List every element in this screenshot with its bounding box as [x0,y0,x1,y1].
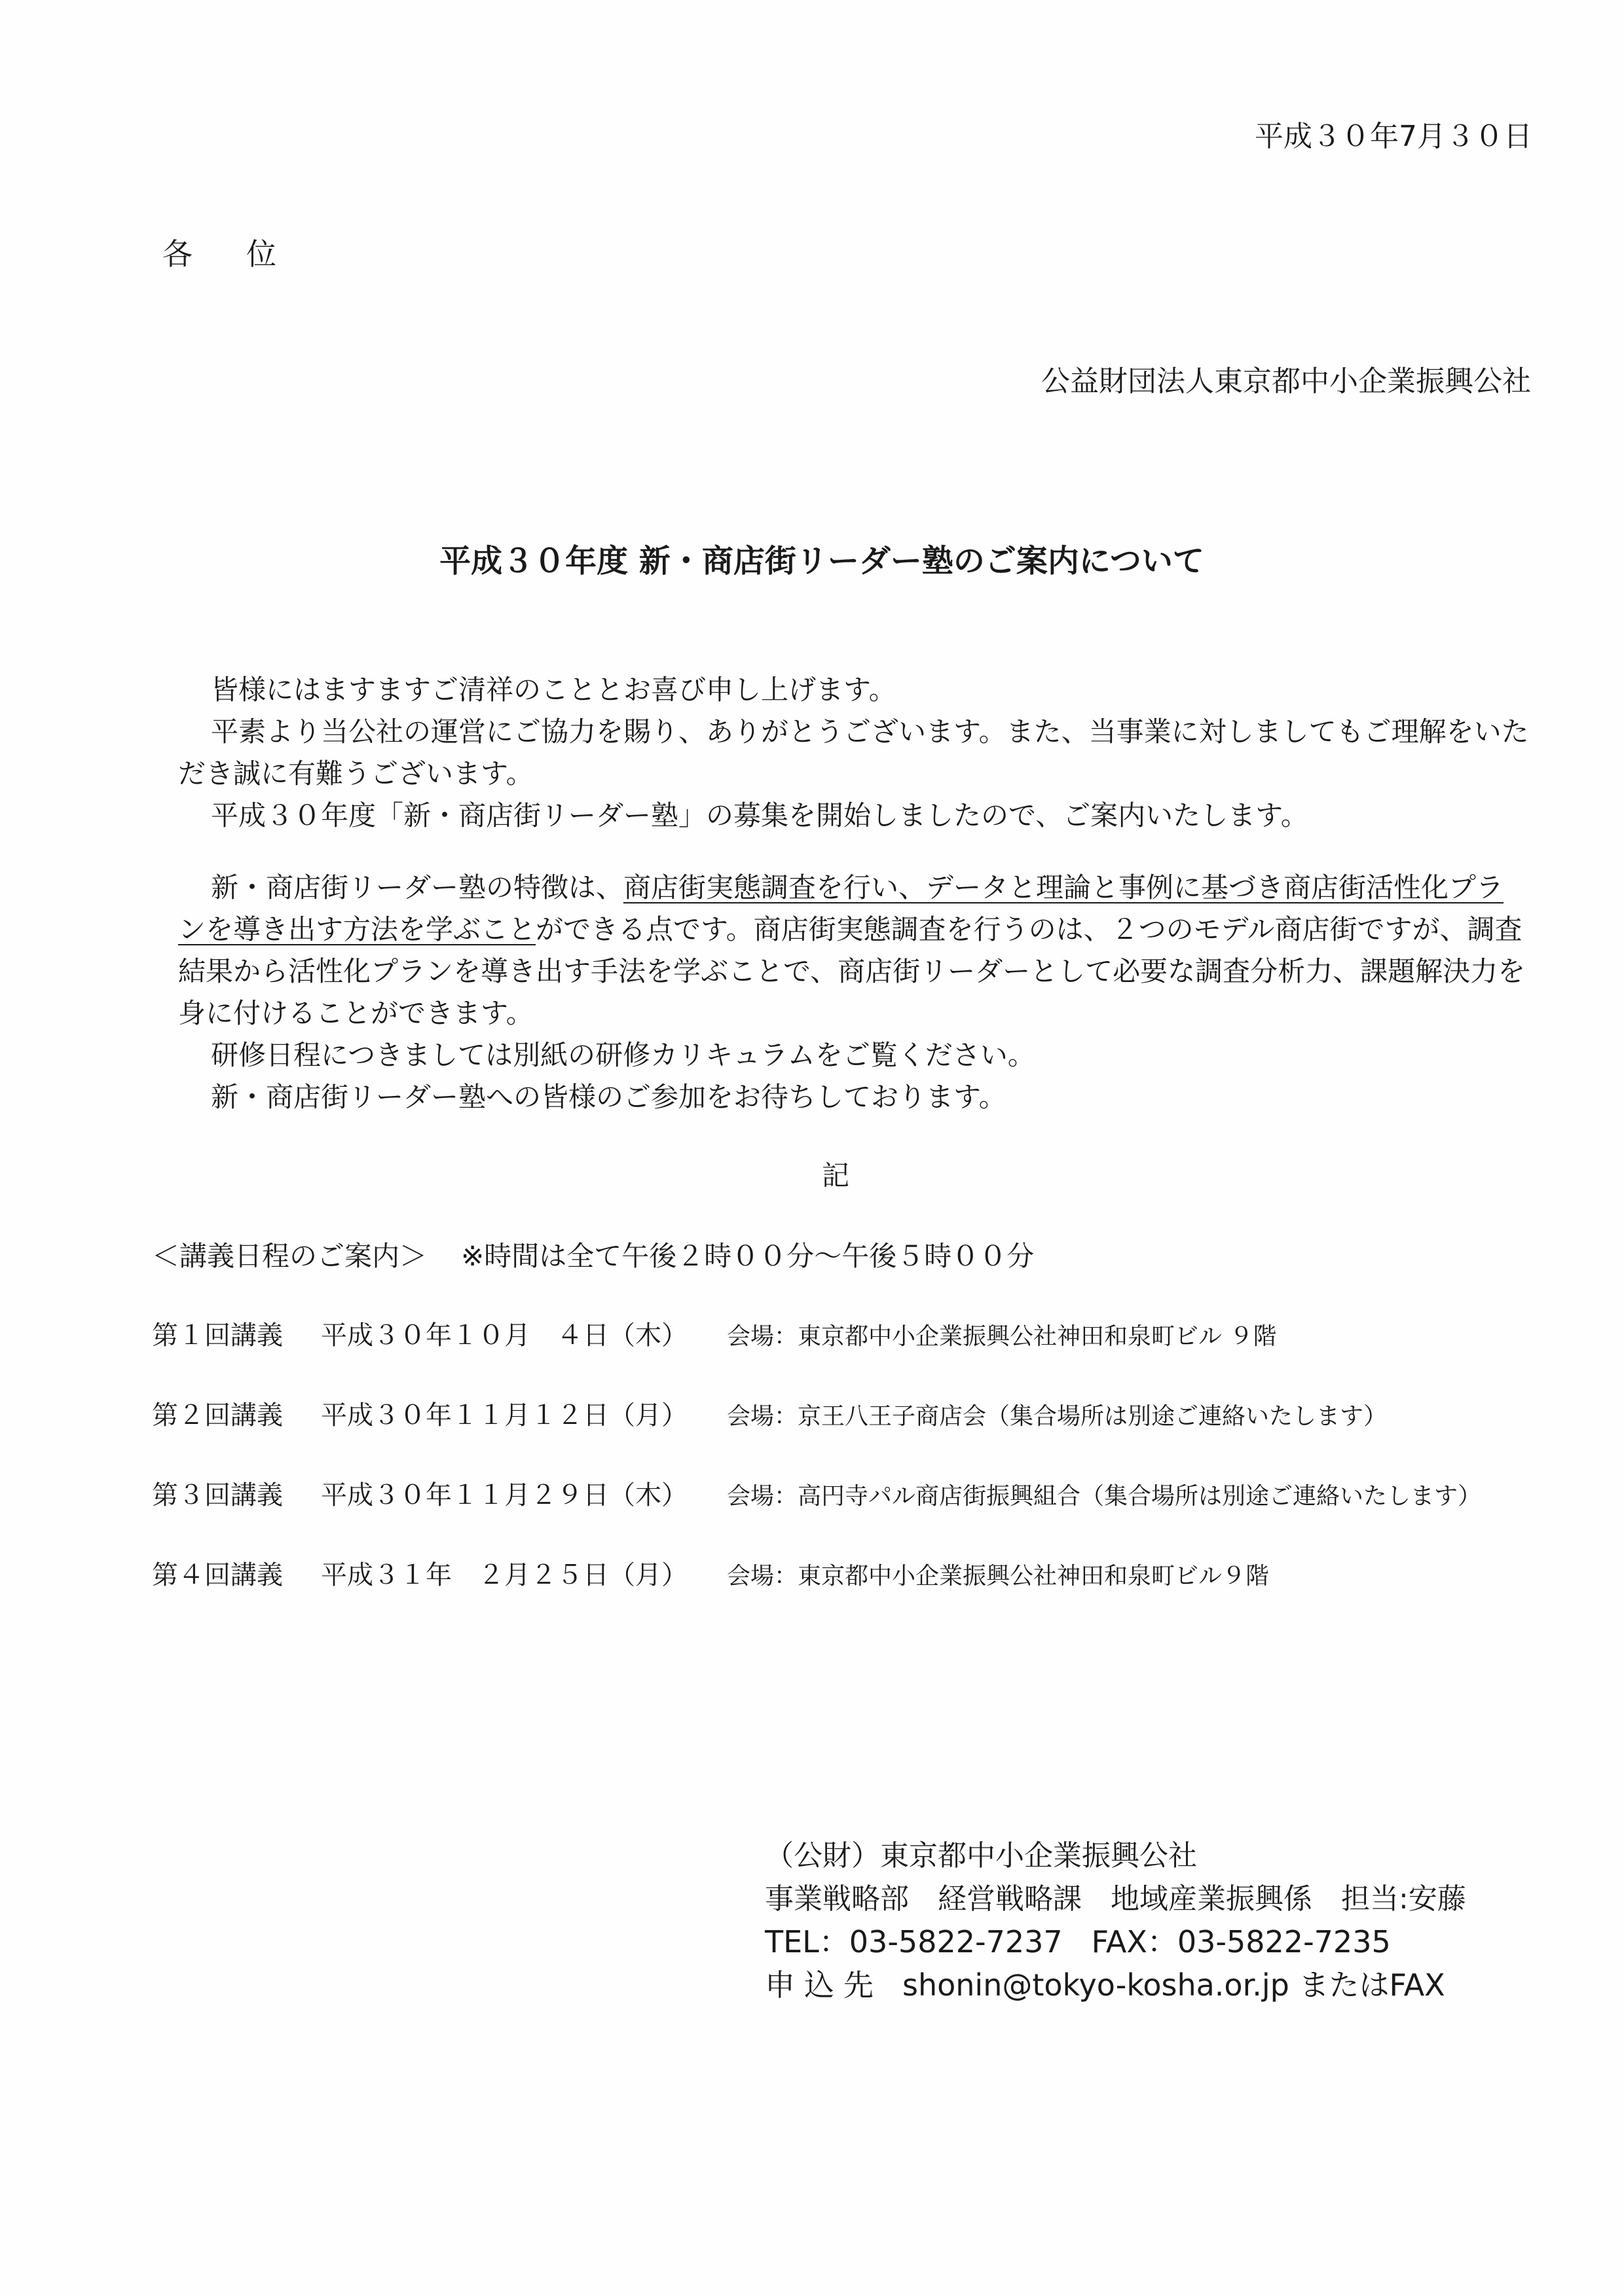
intro-line-greeting: 皆様にはますますご清祥のこととお喜び申し上げます。 [211,674,896,706]
features-pre: 新・商店街リーダー塾の特徴は、 [211,871,624,903]
features-closing: 新・商店街リーダー塾への皆様のご参加をお待ちしております。 [211,1081,1006,1113]
lecture-row-1 [152,1315,1276,1352]
features-underlined: 商店街実態調査を行い、データと理論と事例に基づき商店街活性化プランを導き出す方法を学ぶこと [178,871,1504,945]
lecture-venue: 会場：高円寺パル商店街振興組合（集合場所は別途ご連絡いたします） [727,1483,1482,1510]
ki-marker: 記 [821,1159,849,1192]
contact-section: 経営戦略課 [938,1882,1082,1916]
lecture-date: 平成３０年１１月１２日（月） [321,1400,688,1430]
contact-department-line [765,1875,1466,1917]
lecture-row-4 [152,1554,1269,1592]
contact-apply-email[interactable]: shonin@tokyo-kosha.or.jp またはFAX [902,1967,1445,2003]
lecture-venue: 会場：京王八王子商店会（集合場所は別途ご連絡いたします） [727,1403,1388,1430]
lecture-date: 平成３０年１０月 ４日（木） [321,1321,688,1351]
lecture-row-2 [152,1394,1387,1432]
lecture-date: 平成３０年１１月２９日（木） [321,1480,688,1510]
schedule-heading [152,1235,1034,1274]
addressee [162,230,278,274]
intro-line-thanks: 平素より当公社の運営にご協力を賜り、ありがとうございます。また、当事業に対しましてもご理解をいただき誠に有難うございます。 [178,716,1529,790]
features-paragraph [178,867,1530,1118]
intro-line-announcement: 平成３０年度「新・商店街リーダー塾」の募集を開始しましたので、ご案内いたします。 [211,799,1308,831]
contact-organization: （公財）東京都中小企業振興公社 [765,1839,1197,1872]
features-description [178,867,1530,1034]
contact-apply-line [765,1961,1445,2005]
addressee-char-2: 位 [246,236,278,272]
document-title: 平成３０年度 新・商店街リーダー塾のご案内について [439,543,1204,579]
document-date: 平成３０年7月３０日 [1255,120,1532,153]
contact-phone-line [765,1918,1391,1961]
lecture-label: 第４回講義 [152,1560,283,1590]
lecture-label: 第２回講義 [152,1400,283,1430]
addressee-char-1: 各 [162,236,194,272]
lecture-date: 平成３１年 ２月２５日（月） [321,1560,688,1590]
lecture-label: 第１回講義 [152,1321,283,1351]
intro-paragraph [178,669,1530,837]
lecture-venue: 会場：東京都中小企業振興公社神田和泉町ビル ９階 [727,1323,1277,1350]
contact-tel: TEL：03-5822-7237 [765,1924,1063,1959]
schedule-time-note: ※時間は全て午後２時００分～午後５時００分 [461,1240,1035,1272]
lecture-venue: 会場：東京都中小企業振興公社神田和泉町ビル９階 [727,1563,1270,1590]
contact-dept: 事業戦略部 [765,1882,909,1916]
contact-apply-label: 申込先 [765,1967,883,2003]
lecture-label: 第３回講義 [152,1480,283,1510]
contact-person: 担当:安藤 [1341,1882,1466,1916]
lecture-row-3 [152,1474,1481,1512]
schedule-heading-label: ＜講義日程のご案内＞ [152,1240,428,1272]
features-curriculum-note: 研修日程につきましては別紙の研修カリキュラムをご覧ください。 [211,1039,1035,1071]
sender-organization: 公益財団法人東京都中小企業振興公社 [1041,365,1531,398]
contact-unit: 地域産業振興係 [1111,1882,1312,1916]
features-post: ができる点です。商店街実態調査を行うのは、２つのモデル商店街ですが、調査結果から活性化プランを導き出す手法を学ぶことで、商店街リーダーとして必要な調査分析力、課題解決力を身に付けることができます。 [178,913,1526,1029]
contact-fax: FAX：03-5822-7235 [1091,1924,1391,1959]
